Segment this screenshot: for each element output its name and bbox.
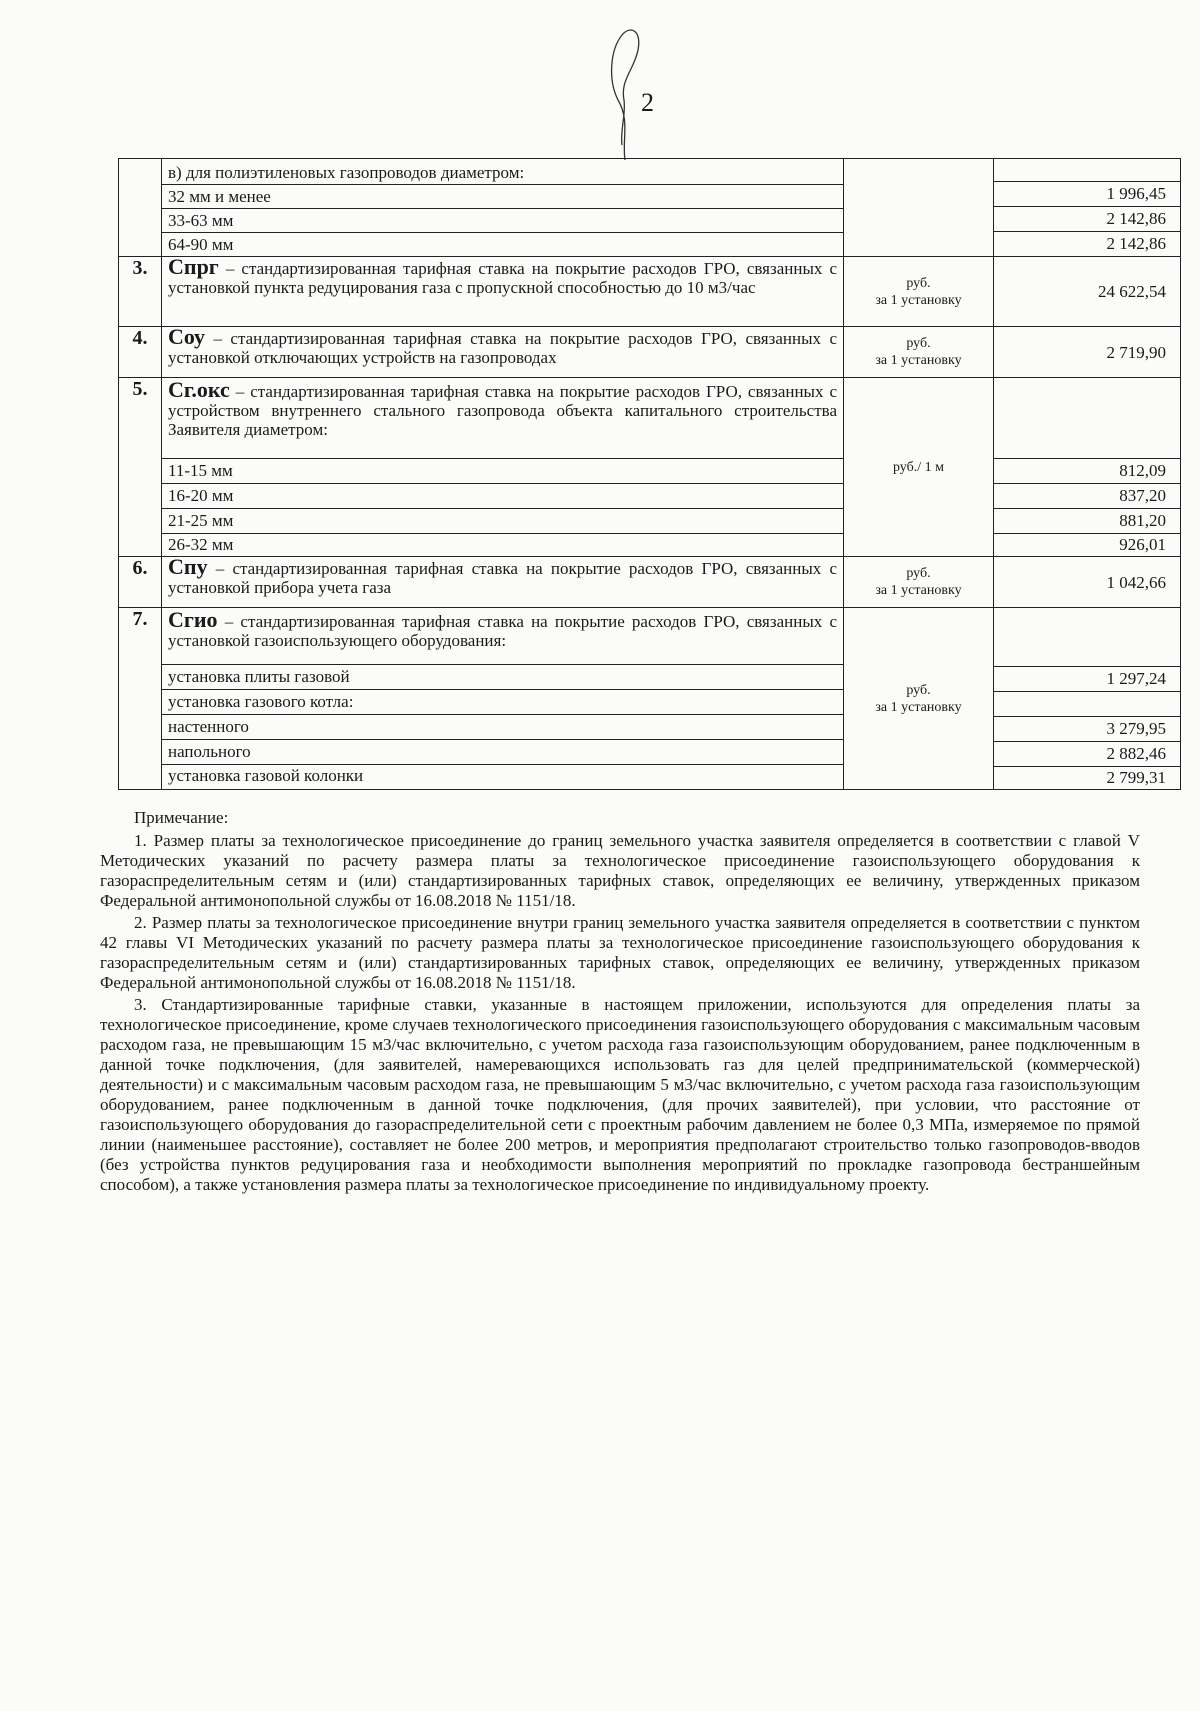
rate-description: – стандартизированная тарифная ставка на покрытие расходов ГРО, связанных с установкой пункта редуцирования газа с пропускной способностью до 10 м3/час	[168, 259, 837, 297]
row-number: 3.	[119, 257, 162, 327]
description-cell	[162, 378, 844, 557]
row-number-cell	[119, 159, 162, 257]
rate-code: Сгио	[168, 607, 218, 632]
value: 926,01	[994, 533, 1180, 556]
value: 881,20	[994, 508, 1180, 533]
value: 812,09	[994, 458, 1180, 483]
unit-line: руб.	[906, 275, 931, 291]
value	[994, 691, 1180, 716]
unit-cell	[844, 557, 994, 608]
value-cell	[994, 608, 1181, 790]
equipment-label: установка газовой колонки	[162, 764, 843, 787]
table-row	[119, 608, 1181, 790]
value: 837,20	[994, 483, 1180, 508]
table-row	[119, 378, 1181, 557]
value: 2 882,46	[994, 741, 1180, 766]
unit-cell: руб./ 1 м	[844, 378, 994, 557]
unit-line: за 1 установку	[875, 699, 962, 715]
value: 2 799,31	[994, 766, 1180, 789]
diameter-label: 11-15 мм	[162, 458, 843, 483]
description-cell	[162, 159, 844, 257]
value: 1 996,45	[994, 181, 1180, 206]
rate-description: – стандартизированная тарифная ставка на покрытие расходов ГРО, связанных с установкой отключающих устройств на газопроводах	[168, 329, 837, 367]
unit-line: руб.	[906, 682, 931, 698]
value-cell: 2 719,90	[994, 327, 1181, 378]
row-number: 5.	[119, 378, 162, 557]
unit-line: руб.	[906, 566, 931, 581]
row-label: в) для полиэтиленовых газопроводов диаметром:	[168, 163, 525, 182]
unit-line: руб.	[906, 336, 931, 351]
value: 2 142,86	[994, 231, 1180, 256]
unit-cell	[844, 257, 994, 327]
table-row	[119, 557, 1181, 608]
diameter-label: 32 мм и менее	[162, 184, 843, 208]
rate-code: Спрг	[168, 254, 219, 279]
unit-cell	[844, 608, 994, 790]
value: 1 297,24	[994, 666, 1180, 691]
unit-line: за 1 установку	[875, 292, 962, 308]
table-row	[119, 159, 1181, 257]
rate-code: Спу	[168, 554, 208, 579]
diameter-label: 21-25 мм	[162, 508, 843, 533]
diameter-label: 64-90 мм	[162, 232, 843, 256]
notes-heading: Примечание:	[134, 808, 229, 827]
value-cell	[994, 378, 1181, 557]
rate-code: Сг.окс	[168, 377, 230, 402]
unit-cell	[844, 159, 994, 257]
unit-cell	[844, 327, 994, 378]
rate-description: – стандартизированная тарифная ставка на покрытие расходов ГРО, связанных с устройством внутреннего стального газопровода объекта капитального строительства Заявителя диаметром:	[168, 382, 837, 439]
value-cell	[994, 159, 1181, 257]
notes-section	[100, 808, 1140, 1197]
table-row	[119, 327, 1181, 378]
row-number: 6.	[119, 557, 162, 608]
row-number: 4.	[119, 327, 162, 378]
diameter-label: 33-63 мм	[162, 208, 843, 232]
value: 3 279,95	[994, 716, 1180, 741]
diameter-label: 16-20 мм	[162, 483, 843, 508]
table-row	[119, 257, 1181, 327]
equipment-label: напольного	[162, 739, 843, 764]
description-cell	[162, 324, 844, 378]
rate-description: – стандартизированная тарифная ставка на покрытие расходов ГРО, связанных с установкой прибора учета газа	[168, 559, 837, 597]
unit-line: за 1 установку	[875, 353, 962, 368]
value-cell: 24 622,54	[994, 257, 1181, 327]
unit-line: за 1 установку	[875, 583, 962, 598]
value: 2 142,86	[994, 206, 1180, 231]
equipment-label: установка газового котла:	[162, 689, 843, 714]
tariff-table	[118, 158, 1181, 790]
note-paragraph: 2. Размер платы за технологическое присоединение внутри границ земельного участка заявителя определяется в соответствии с пунктом 42 главы VI Методических указаний по расчету размера платы за технологическое присоединение газоиспользующего оборудования к газораспределительным сетям и (или) стандартизированных тарифных ставок, определяющих ее величину, утвержденных приказом Федеральной антимонопольной службы от 16.08.2018 № 1151/18.	[100, 913, 1140, 992]
rate-description: – стандартизированная тарифная ставка на покрытие расходов ГРО, связанных с установкой газоиспользующего оборудования:	[168, 612, 837, 650]
page-number: 2	[641, 88, 654, 117]
note-paragraph: 3. Стандартизированные тарифные ставки, указанные в настоящем приложении, используются для определения платы за технологическое присоединение, кроме случаев технологического присоединения газоиспользующего оборудования с максимальным часовым расходом газа, не превышающим 15 м3/час включительно, с учетом расхода газа газоиспользующим оборудованием, ранее подключенным в данной точке подключения, (для заявителей, намеревающихся использовать газ для целей предпринимательской (коммерческой) деятельности) и с максимальным часовым расходом газа, не превышающим 5 м3/час включительно, с учетом расхода газа газоиспользующим оборудованием, ранее подключенным в данной точке подключения, (для прочих заявителей), при условии, что расстояние от газоиспользующего оборудования до газораспределительной сети с проектным рабочим давлением не более 0,3 МПа, измеряемое по прямой линии (наименьшее расстояние), составляет не более 200 метров, и мероприятия предполагают строительство только газопроводов-вводов (без устройства пунктов редуцирования газа и необходимости выполнения мероприятий по прокладке газопровода бестраншейным способом), а также установления размера платы за технологическое присоединение по индивидуальному проекту.	[100, 995, 1140, 1194]
description-cell	[162, 554, 844, 608]
row-number: 7.	[119, 608, 162, 790]
diameter-label: 26-32 мм	[162, 533, 843, 556]
description-cell	[162, 254, 844, 327]
value-cell: 1 042,66	[994, 557, 1181, 608]
rate-code: Соу	[168, 324, 206, 349]
equipment-label: настенного	[162, 714, 843, 739]
description-cell	[162, 608, 844, 790]
equipment-label: установка плиты газовой	[162, 664, 843, 689]
note-paragraph: 1. Размер платы за технологическое присоединение до границ земельного участка заявителя определяется в соответствии с главой V Методических указаний по расчету размера платы за технологическое присоединение газоиспользующего оборудования к газораспределительным сетям и (или) стандартизированных тарифных ставок, определяющих ее величину, утвержденных приказом Федеральной антимонопольной службы от 16.08.2018 № 1151/18.	[100, 831, 1140, 910]
